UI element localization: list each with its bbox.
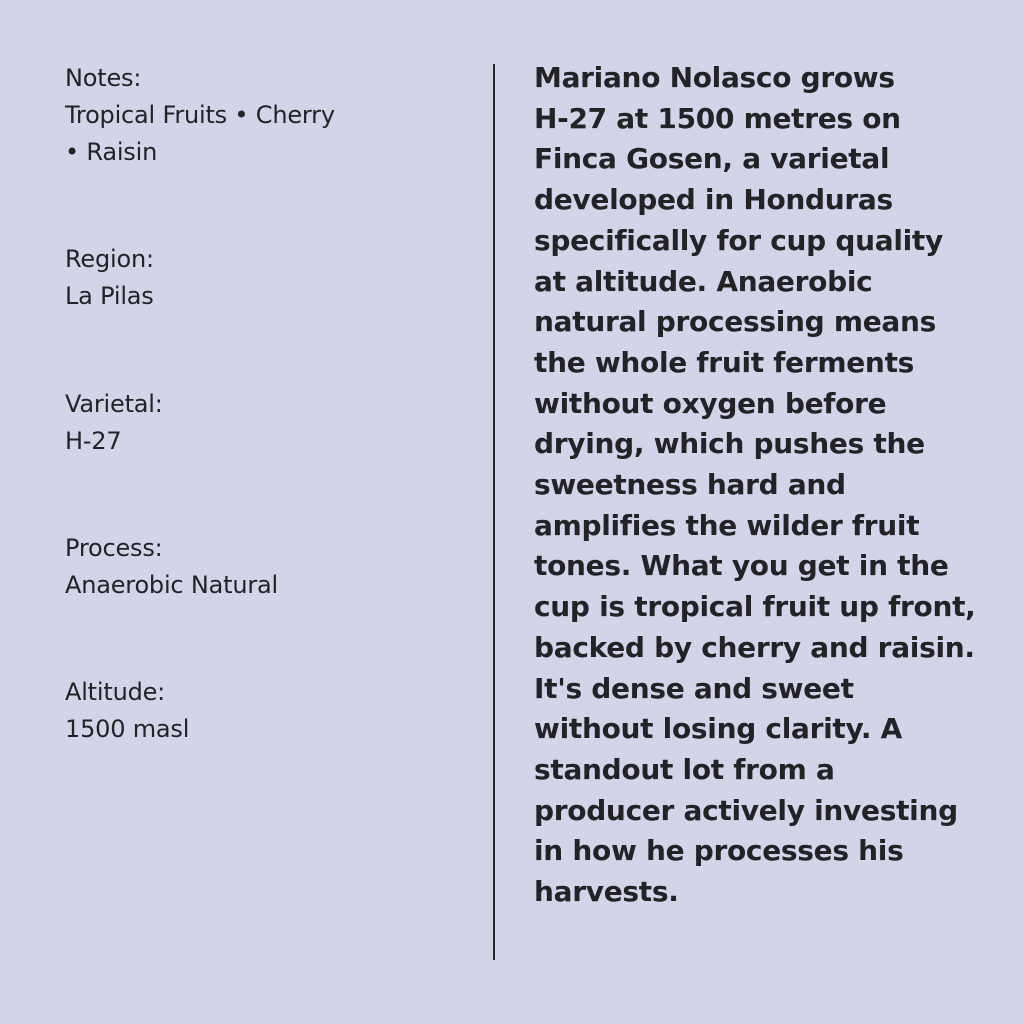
description-line: tones. What you get in the <box>534 549 949 583</box>
spec-value-region: La Pilas <box>65 282 154 310</box>
description-line: standout lot from a <box>534 752 835 786</box>
spec-notes <box>65 60 465 171</box>
spec-label-region: Region: <box>65 245 154 273</box>
spec-altitude <box>65 674 465 748</box>
vertical-divider <box>493 64 495 960</box>
description-line: natural processing means <box>534 305 936 339</box>
description-line: specifically for cup quality <box>534 223 943 257</box>
spec-label-process: Process: <box>65 534 163 562</box>
description-line: the whole fruit ferments <box>534 345 915 379</box>
spec-value-altitude: 1500 masl <box>65 715 190 743</box>
description-line: backed by cherry and raisin. <box>534 630 975 664</box>
description-line: Mariano Nolasco grows <box>534 61 895 94</box>
description-line: without losing clarity. A <box>534 712 903 746</box>
description-line: without oxygen before <box>534 386 887 420</box>
spec-label-altitude: Altitude: <box>65 678 166 706</box>
description-line: harvests. <box>534 875 679 909</box>
description-line: It's dense and sweet <box>534 671 854 705</box>
description-line: cup is tropical fruit up front, <box>534 590 976 624</box>
description-line: developed in Honduras <box>534 183 893 217</box>
spec-value-varietal: H-27 <box>65 427 122 455</box>
description-line: amplifies the wilder fruit <box>534 508 920 542</box>
spec-varietal <box>65 386 465 460</box>
description-line: drying, which pushes the <box>534 427 925 461</box>
spec-value-notes-line-1: Tropical Fruits • Cherry <box>65 101 335 129</box>
description-line: producer actively investing <box>534 793 958 827</box>
spec-value-notes-line-2: • Raisin <box>65 138 158 166</box>
description-line: at altitude. Anaerobic <box>534 264 873 298</box>
spec-region <box>65 241 465 315</box>
description-line: in how he processes his <box>534 834 904 868</box>
spec-label-varietal: Varietal: <box>65 390 163 418</box>
description-line: H-27 at 1500 metres on <box>534 101 901 135</box>
coffee-description <box>534 58 974 913</box>
description-line: Finca Gosen, a varietal <box>534 142 890 176</box>
spec-process <box>65 530 465 604</box>
spec-value-process: Anaerobic Natural <box>65 571 278 599</box>
description-line: sweetness hard and <box>534 468 846 502</box>
spec-label-notes: Notes: <box>65 64 142 92</box>
